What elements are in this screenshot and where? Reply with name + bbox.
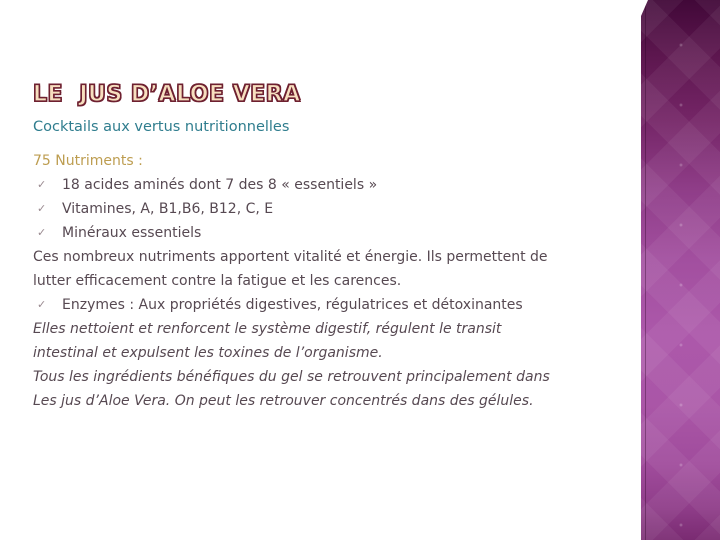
- italic-paragraph-line: intestinal et expulsent les toxines de l’organisme.: [33, 345, 383, 361]
- subtitle: Cocktails aux vertus nutritionnelles: [33, 119, 290, 135]
- italic-paragraph-line: Elles nettoient et renforcent le système digestif, régulent le transit: [33, 321, 502, 337]
- bullet-item-label: Enzymes : Aux propriétés digestives, régulatrices et détoxinantes: [62, 297, 523, 313]
- nutrients-heading: 75 Nutriments :: [33, 153, 143, 169]
- bullet-item-enzymes: [33, 293, 633, 317]
- band-corner-cut: [641, 0, 648, 16]
- checkmark-icon: ✓: [37, 178, 47, 191]
- page-title: LE JUS D’ALOE VERA: [33, 82, 301, 107]
- checkmark-icon: ✓: [37, 202, 47, 215]
- body-text-block: [33, 149, 633, 413]
- bullet-item-amino-acids: [33, 173, 633, 197]
- paragraph-line: Ces nombreux nutriments apportent vitalité et énergie. Ils permettent de: [33, 249, 548, 265]
- bullet-item-label: 18 acides aminés dont 7 des 8 « essentiels »: [62, 177, 378, 193]
- italic-paragraph-line: Tous les ingrédients bénéfiques du gel se retrouvent principalement dans: [33, 369, 550, 385]
- bullet-item-vitamins: [33, 197, 633, 221]
- bullet-item-label: Minéraux essentiels: [62, 225, 202, 241]
- italic-paragraph-line: Les jus d’Aloe Vera. On peut les retrouver concentrés dans des gélules.: [33, 393, 534, 409]
- checkmark-icon: ✓: [37, 298, 47, 311]
- decorative-purple-band: [641, 0, 720, 540]
- checkmark-icon: ✓: [37, 226, 47, 239]
- bullet-item-label: Vitamines, A, B1,B6, B12, C, E: [62, 201, 274, 217]
- bullet-item-minerals: [33, 221, 633, 245]
- paragraph-line: lutter efficacement contre la fatigue et les carences.: [33, 273, 402, 289]
